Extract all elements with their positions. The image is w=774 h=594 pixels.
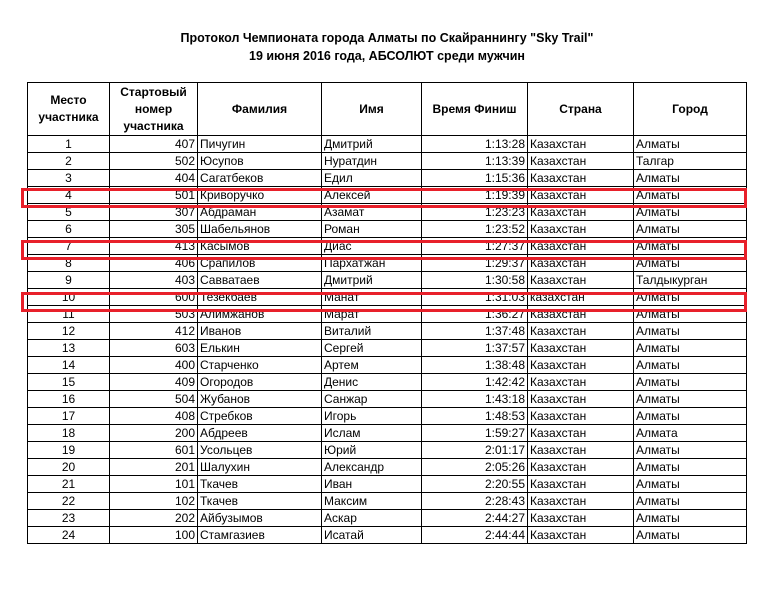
cell-city: Алматы [634,442,747,459]
cell-finish-time: 2:44:27 [422,510,528,527]
table-row [28,272,747,289]
cell-place: 3 [28,170,110,187]
cell-last-name: Алимжанов [198,306,322,323]
table-row [28,493,747,510]
cell-last-name: Юсупов [198,153,322,170]
cell-last-name: Ткачев [198,493,322,510]
cell-last-name: Иванов [198,323,322,340]
cell-first-name: Нуратдин [322,153,422,170]
cell-place: 4 [28,187,110,204]
table-row [28,391,747,408]
cell-last-name: Криворучко [198,187,322,204]
cell-first-name: Едил [322,170,422,187]
cell-first-name: Виталий [322,323,422,340]
cell-last-name: Абдреев [198,425,322,442]
cell-city: Алматы [634,306,747,323]
cell-last-name: Шабельянов [198,221,322,238]
table-row [28,425,747,442]
cell-finish-time: 1:29:37 [422,255,528,272]
cell-finish-time: 1:13:28 [422,136,528,153]
cell-place: 9 [28,272,110,289]
cell-first-name: Манат [322,289,422,306]
cell-place: 19 [28,442,110,459]
cell-bib: 202 [110,510,198,527]
cell-country: Казахстан [528,238,634,255]
cell-first-name: Иван [322,476,422,493]
table-row [28,408,747,425]
cell-city: Алматы [634,527,747,544]
cell-country: Казахстан [528,204,634,221]
cell-finish-time: 1:23:52 [422,221,528,238]
cell-country: Казахстан [528,476,634,493]
cell-finish-time: 1:19:39 [422,187,528,204]
cell-last-name: Касымов [198,238,322,255]
results-table [27,82,747,544]
cell-bib: 200 [110,425,198,442]
cell-country: Казахстан [528,272,634,289]
cell-country: Казахстан [528,493,634,510]
cell-first-name: Ислам [322,425,422,442]
table-row [28,459,747,476]
cell-first-name: Дмитрий [322,272,422,289]
cell-place: 22 [28,493,110,510]
table-row [28,510,747,527]
cell-place: 2 [28,153,110,170]
cell-city: Алматы [634,408,747,425]
cell-last-name: Стамгазиев [198,527,322,544]
cell-last-name: Старченко [198,357,322,374]
cell-bib: 501 [110,187,198,204]
cell-city: Алматы [634,459,747,476]
cell-first-name: Санжар [322,391,422,408]
cell-city: Алматы [634,238,747,255]
cell-finish-time: 1:27:37 [422,238,528,255]
cell-finish-time: 2:44:44 [422,527,528,544]
cell-finish-time: 2:28:43 [422,493,528,510]
cell-bib: 102 [110,493,198,510]
cell-place: 15 [28,374,110,391]
cell-finish-time: 1:38:48 [422,357,528,374]
cell-finish-time: 1:37:48 [422,323,528,340]
cell-first-name: Александр [322,459,422,476]
cell-city: Алматы [634,289,747,306]
cell-first-name: Артем [322,357,422,374]
cell-city: Талдыкурган [634,272,747,289]
cell-country: Казахстан [528,459,634,476]
table-row [28,204,747,221]
cell-country: Казахстан [528,527,634,544]
cell-finish-time: 1:43:18 [422,391,528,408]
cell-country: Казахстан [528,187,634,204]
cell-bib: 408 [110,408,198,425]
cell-first-name: Алексей [322,187,422,204]
table-row [28,255,747,272]
cell-city: Талгар [634,153,747,170]
header-last-name: Фамилия [198,83,322,136]
cell-first-name: Аскар [322,510,422,527]
cell-place: 16 [28,391,110,408]
cell-country: Казахстан [528,136,634,153]
cell-place: 1 [28,136,110,153]
cell-last-name: Огородов [198,374,322,391]
cell-city: Алматы [634,170,747,187]
cell-finish-time: 2:05:26 [422,459,528,476]
cell-last-name: Айбузымов [198,510,322,527]
cell-bib: 502 [110,153,198,170]
cell-city: Алматы [634,357,747,374]
header-finish-time: Время Финиш [422,83,528,136]
cell-city: Алматы [634,204,747,221]
cell-country: Казахстан [528,357,634,374]
cell-finish-time: 1:42:42 [422,374,528,391]
cell-country: Казахстан [528,425,634,442]
cell-place: 11 [28,306,110,323]
cell-city: Алматы [634,187,747,204]
cell-place: 17 [28,408,110,425]
cell-bib: 100 [110,527,198,544]
table-row [28,136,747,153]
cell-country: Казахстан [528,323,634,340]
cell-finish-time: 2:20:55 [422,476,528,493]
cell-bib: 404 [110,170,198,187]
header-bib: Стартовый номер участника [110,83,198,136]
cell-first-name: Роман [322,221,422,238]
cell-city: Алматы [634,340,747,357]
header-place: Место участника [28,83,110,136]
cell-city: Алмата [634,425,747,442]
cell-bib: 412 [110,323,198,340]
cell-place: 20 [28,459,110,476]
cell-bib: 403 [110,272,198,289]
header-country: Страна [528,83,634,136]
table-row [28,306,747,323]
cell-finish-time: 1:15:36 [422,170,528,187]
cell-city: Алматы [634,255,747,272]
cell-bib: 407 [110,136,198,153]
cell-last-name: Стребков [198,408,322,425]
cell-last-name: Срапилов [198,255,322,272]
cell-city: Алматы [634,221,747,238]
cell-city: Алматы [634,323,747,340]
cell-country: Казахстан [528,408,634,425]
cell-bib: 305 [110,221,198,238]
table-row [28,442,747,459]
cell-city: Алматы [634,391,747,408]
cell-city: Алматы [634,136,747,153]
cell-last-name: Тезекбаев [198,289,322,306]
table-row [28,187,747,204]
cell-place: 24 [28,527,110,544]
cell-place: 14 [28,357,110,374]
cell-bib: 406 [110,255,198,272]
cell-bib: 504 [110,391,198,408]
cell-finish-time: 1:59:27 [422,425,528,442]
cell-bib: 101 [110,476,198,493]
cell-last-name: Усольцев [198,442,322,459]
cell-country: Казахстан [528,170,634,187]
cell-first-name: Дмитрий [322,136,422,153]
table-row [28,374,747,391]
cell-place: 21 [28,476,110,493]
cell-bib: 409 [110,374,198,391]
cell-first-name: Азамат [322,204,422,221]
cell-country: Казахстан [528,510,634,527]
cell-last-name: Сагатбеков [198,170,322,187]
header-city: Город [634,83,747,136]
cell-country: Казахстан [528,340,634,357]
cell-place: 12 [28,323,110,340]
cell-finish-time: 1:37:57 [422,340,528,357]
table-row [28,340,747,357]
cell-bib: 603 [110,340,198,357]
cell-place: 10 [28,289,110,306]
table-row [28,238,747,255]
cell-city: Алматы [634,510,747,527]
cell-last-name: Ткачев [198,476,322,493]
cell-last-name: Абдраман [198,204,322,221]
table-row [28,289,747,306]
protocol-title: Протокол Чемпионата города Алматы по Скайраннингу "Sky Trail" [180,31,594,45]
cell-place: 13 [28,340,110,357]
cell-country: Казахстан [528,255,634,272]
protocol-subtitle: 19 июня 2016 года, АБСОЛЮТ среди мужчин [249,49,525,63]
cell-finish-time: 1:31:03 [422,289,528,306]
cell-country: Казахстан [528,391,634,408]
cell-first-name: Денис [322,374,422,391]
cell-finish-time: 1:36:27 [422,306,528,323]
cell-place: 7 [28,238,110,255]
cell-country: Казахстан [528,374,634,391]
header-row [28,83,747,136]
cell-city: Алматы [634,493,747,510]
cell-place: 5 [28,204,110,221]
cell-place: 8 [28,255,110,272]
cell-first-name: Диас [322,238,422,255]
cell-place: 6 [28,221,110,238]
cell-first-name: Максим [322,493,422,510]
table-row [28,323,747,340]
cell-country: Казахстан [528,221,634,238]
cell-finish-time: 1:23:23 [422,204,528,221]
table-row [28,527,747,544]
cell-finish-time: 1:30:58 [422,272,528,289]
cell-place: 23 [28,510,110,527]
cell-country: Казахстан [528,442,634,459]
cell-first-name: Марат [322,306,422,323]
cell-last-name: Елькин [198,340,322,357]
table-row [28,221,747,238]
cell-finish-time: 1:13:39 [422,153,528,170]
cell-place: 18 [28,425,110,442]
cell-finish-time: 1:48:53 [422,408,528,425]
table-row [28,153,747,170]
cell-country: казахстан [528,289,634,306]
cell-bib: 601 [110,442,198,459]
cell-first-name: Юрий [322,442,422,459]
cell-bib: 307 [110,204,198,221]
table-row [28,476,747,493]
cell-last-name: Жубанов [198,391,322,408]
cell-first-name: Исатай [322,527,422,544]
table-row [28,170,747,187]
cell-last-name: Савватаев [198,272,322,289]
cell-country: Казахстан [528,153,634,170]
cell-bib: 503 [110,306,198,323]
cell-finish-time: 2:01:17 [422,442,528,459]
cell-first-name: Игорь [322,408,422,425]
cell-city: Алматы [634,476,747,493]
cell-last-name: Пичугин [198,136,322,153]
cell-bib: 413 [110,238,198,255]
cell-country: Казахстан [528,306,634,323]
cell-city: Алматы [634,374,747,391]
cell-first-name: Сергей [322,340,422,357]
cell-last-name: Шалухин [198,459,322,476]
header-first-name: Имя [322,83,422,136]
cell-bib: 400 [110,357,198,374]
cell-first-name: Пархатжан [322,255,422,272]
cell-bib: 201 [110,459,198,476]
table-row [28,357,747,374]
cell-bib: 600 [110,289,198,306]
